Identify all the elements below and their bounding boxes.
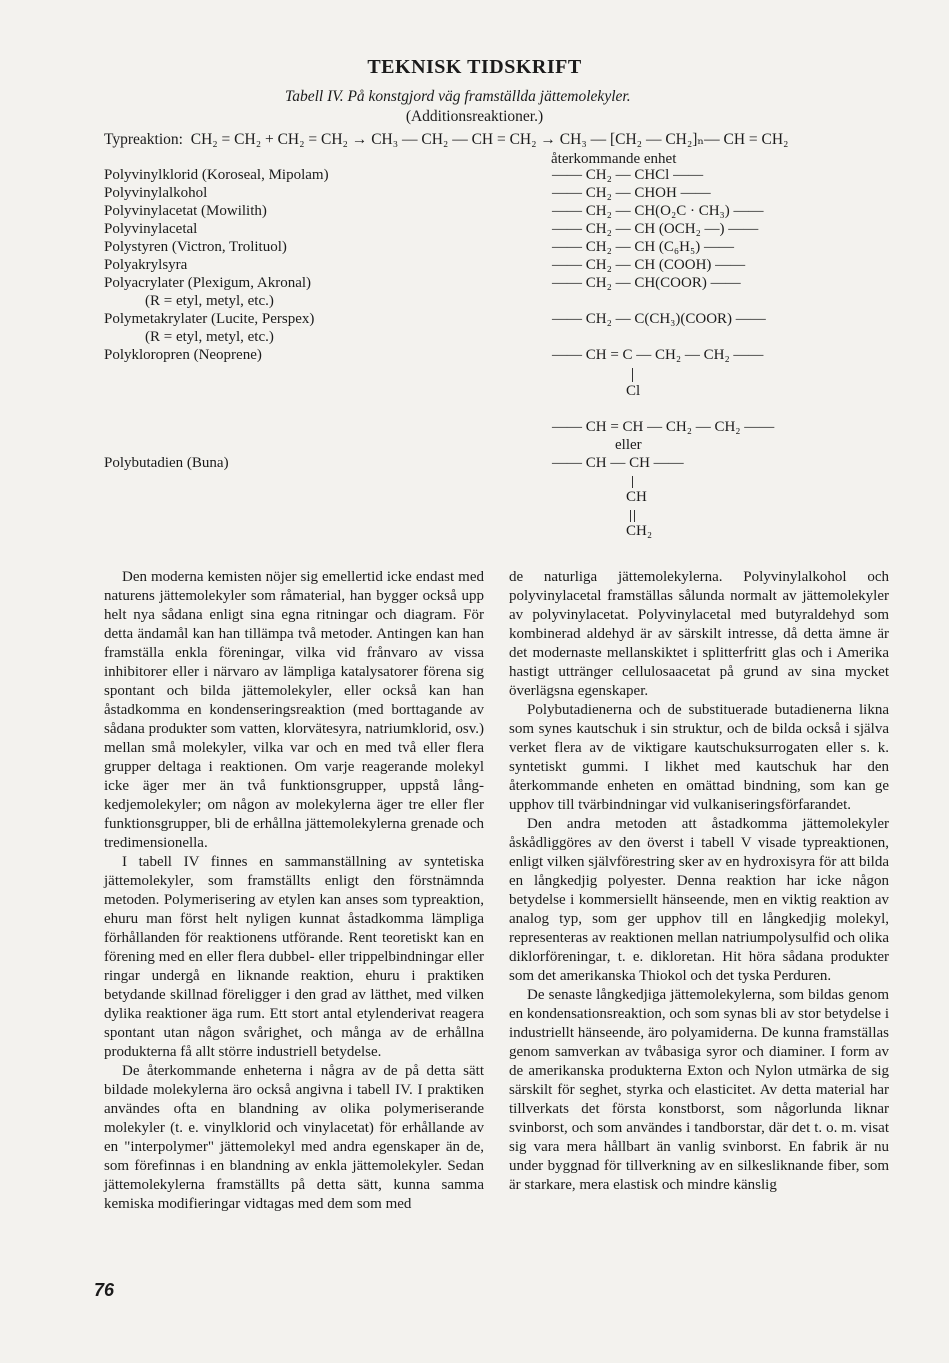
bond-line [632, 368, 633, 382]
polymer-name: Polyvinylacetat (Mowilith) [104, 203, 267, 219]
formula-pvac: —— CH₂ — CH(O₂C · CH₃) —— [552, 203, 764, 219]
polymer-name: Polyacrylater (Plexigum, Akronal) [104, 275, 312, 291]
paragraph: De senaste långkedjiga jättemolekylerna, som bildas genom en kondensationsreaktion, och som synas bli av stor betydelse i industriellt hänseende, äro polyamiderna. De kunna framställas genom samverkan av tvåbasiga syror och diaminer. I form av de amerikanska produkterna Exton och Nylon utmärka de sig särskilt för seghet, styrka och elasticitet. Av detta material har tillverkats det första konstborst, som någorlunda liknar svinborst, och som användes i tandborstar, där det t. o. m. visat sig vara mera hållbart än vanlig svinborst. En fabrik är nu under byggnad för tillverkning av en silkesliknande fiber, som är starkare, mera elastisk och mindre känslig [509, 987, 889, 1193]
paragraph: De återkommande enheterna i några av de på detta sätt bildade molekylerna äro också angivna i tabell IV. I praktiken användes ofta en blandning av olika polymeriserande molekyler (t. e. vinylklorid och vinylacetat) för erhållande av en "interpolymer" jättemolekyl med andra egenskaper än de, som förefinnas i en blandning av enkla jättemolekyler. Sedan jättemolekylerna framställts på detta sätt, kunna samma kemiska modifieringar vidtagas med dem som med [104, 1063, 484, 1212]
journal-header: TEKNISK TIDSKRIFT [367, 56, 582, 78]
buna-branch-1: CH [626, 489, 647, 505]
double-bond-line [630, 510, 631, 522]
polymer-note: (R = etyl, metyl, etc.) [145, 293, 274, 309]
type-reaction [104, 130, 788, 149]
polymer-note: (R = etyl, metyl, etc.) [145, 329, 274, 345]
left-column [104, 568, 484, 1214]
type-reaction-formula: CH₂ = CH₂ + CH₂ = CH₂ → CH₃ — CH₂ — CH = CH₂ → CH₃ — [CH₂ — CH₂]ₙ— CH = CH₂ [190, 131, 789, 148]
paragraph: Den andra metoden att åstadkomma jättemolekyler åskådliggöres av den överst i tabell V visade typreaktionen, enligt vilken självförestring sker av en hydroxisyra för att bilda en långkedjig polyester. Denna reaktion har icke någon betydelse i kommersiellt hänseende, men en viktig reaktion av analog typ, som ger upphov till en långkedjig molekyl, representeras av reaktionen mellan natriumpolysulfid och olika diklorföreningar, t. e. dikloretan. Hit höra sådana produkter som det amerikanska Thiokol och det tyska Perduren. [509, 816, 889, 984]
polymer-name: Polyvinylalkohol [104, 185, 208, 201]
paragraph: I tabell IV finnes en sammanställning av syntetiska jättemolekyler, som framställts enligt den förstnämnda metoden. Polymerisering av etylen kan anses som typreaktion, ehuru man först helt nyligen kunnat åstadkomma lämpliga förhållanden för reaktionens utförande. Rent teoretiskt kan en förening med en eller flera dubbel- eller trippelbindningar eller ringar undergå en liknande reaktion, ehuru i praktiken betydande skillnad föreligger i den grad av lätthet, med vilken dylika reaktioner äga rum. Ett stort antal etylenderivat reagera spontant utan någon svårighet, och många av de erhållna produkterna få allt större industriell betydelse. [104, 854, 484, 1060]
repeating-unit-label: återkommande enhet [551, 151, 677, 167]
formula-pvoh: —— CH₂ — CHOH —— [552, 185, 711, 201]
polymer-name: Polybutadien (Buna) [104, 455, 229, 471]
paragraph: Polybutadienerna och de substituerade butadienerna likna som synes kautschuk i sin struktur, och de bilda också i själva verket flera av de viktigare kautschuksurrogaten eller s. k. syntetiskt gummi. I likhet med kautschuk har den återkommande enheten en omättad bindning, som kan ge upphov till tvärbindningar vid vulkaniseringsförfarandet. [509, 702, 889, 813]
formula-polyacrylate: —— CH₂ — CH(COOR) —— [552, 275, 741, 291]
formula-buna-2: —— CH — CH —— [552, 455, 684, 471]
formula-pvc: —— CH₂ — CHCl —— [552, 167, 704, 183]
bond-line [632, 476, 633, 488]
page-number: 76 [94, 1280, 115, 1300]
polymer-name: Polyvinylklorid (Koroseal, Mipolam) [104, 167, 329, 183]
formula-neoprene: —— CH = C — CH₂ — CH₂ —— [552, 347, 764, 363]
polymer-name: Polyvinylacetal [104, 221, 198, 237]
table-caption: Tabell IV. På konstgjord väg framställda jättemolekyler. [285, 88, 631, 105]
paragraph: de naturliga jättemolekylerna. Polyvinylalkohol och polyvinylacetal framställas sålunda normalt av jättemolekyler av polyvinylacetat. Polyvinylacetal med butyraldehyd som kombinerad aldehyd är av särskilt intresse, då detta ämne är det modernaste mellanskiktet i splitterfritt glas och i Amerika hastigt uttränger cellulosaacetat på grund av sina mycket överlägsna egenskaper. [509, 569, 889, 699]
neoprene-branch: Cl [626, 383, 641, 399]
right-column [509, 568, 889, 1195]
polymer-name: Polyakrylsyra [104, 257, 188, 273]
paragraph: Den moderna kemisten nöjer sig emellertid icke endast med naturens jättemolekyler som råmaterial, han bygger också upp helt nya sådana enligt sina egna ritningar och diagram. För detta ändamål kan han tillämpa två metoder. Antingen kan han framställa enkla föreningar, vilka vid frånvaro av vissa inhibitorer eller i närvaro av lämpliga katalysatorer förena sig spontant och bilda jättemolekyler, eller också kan han åstadkomma en kondenseringsreaktion (med borttagande av sådana produkter som vatten, klorvätesyra, natriumklorid, osv.) mellan små molekyler, vilka var och en med två eller flera grupper deltaga i reaktionen. Om varje reagerande molekyl icke äger mer än två funktionsgrupper, uppstå lång-kedjemolekyler; om någon av molekylerna äger tre eller fler funktionsgrupper, bli de erhållna jättemolekylerna grenade och tredimensionella. [104, 569, 484, 851]
formula-polyacrylic-acid: —— CH₂ — CH (COOH) —— [552, 257, 746, 273]
buna-branch-2: CH₂ [626, 523, 653, 539]
formula-polymethacrylate: —— CH₂ — C(CH₃)(COOR) —— [552, 311, 766, 327]
polymer-name: Polykloropren (Neoprene) [104, 347, 262, 363]
formula-buna-1: —— CH = CH — CH₂ — CH₂ —— [552, 419, 775, 435]
table-subcaption: (Additionsreaktioner.) [405, 108, 544, 125]
formula-pvacetal: —— CH₂ — CH (OCH₂ —) —— [552, 221, 759, 237]
polymer-name: Polystyren (Victron, Trolituol) [104, 239, 287, 255]
buna-or: eller [615, 437, 642, 453]
formula-polystyrene: —— CH₂ — CH (C₆H₅) —— [552, 239, 734, 255]
double-bond-line [634, 510, 635, 522]
type-reaction-label: Typreaktion: [104, 131, 183, 148]
polymer-name: Polymetakrylater (Lucite, Perspex) [104, 311, 315, 327]
